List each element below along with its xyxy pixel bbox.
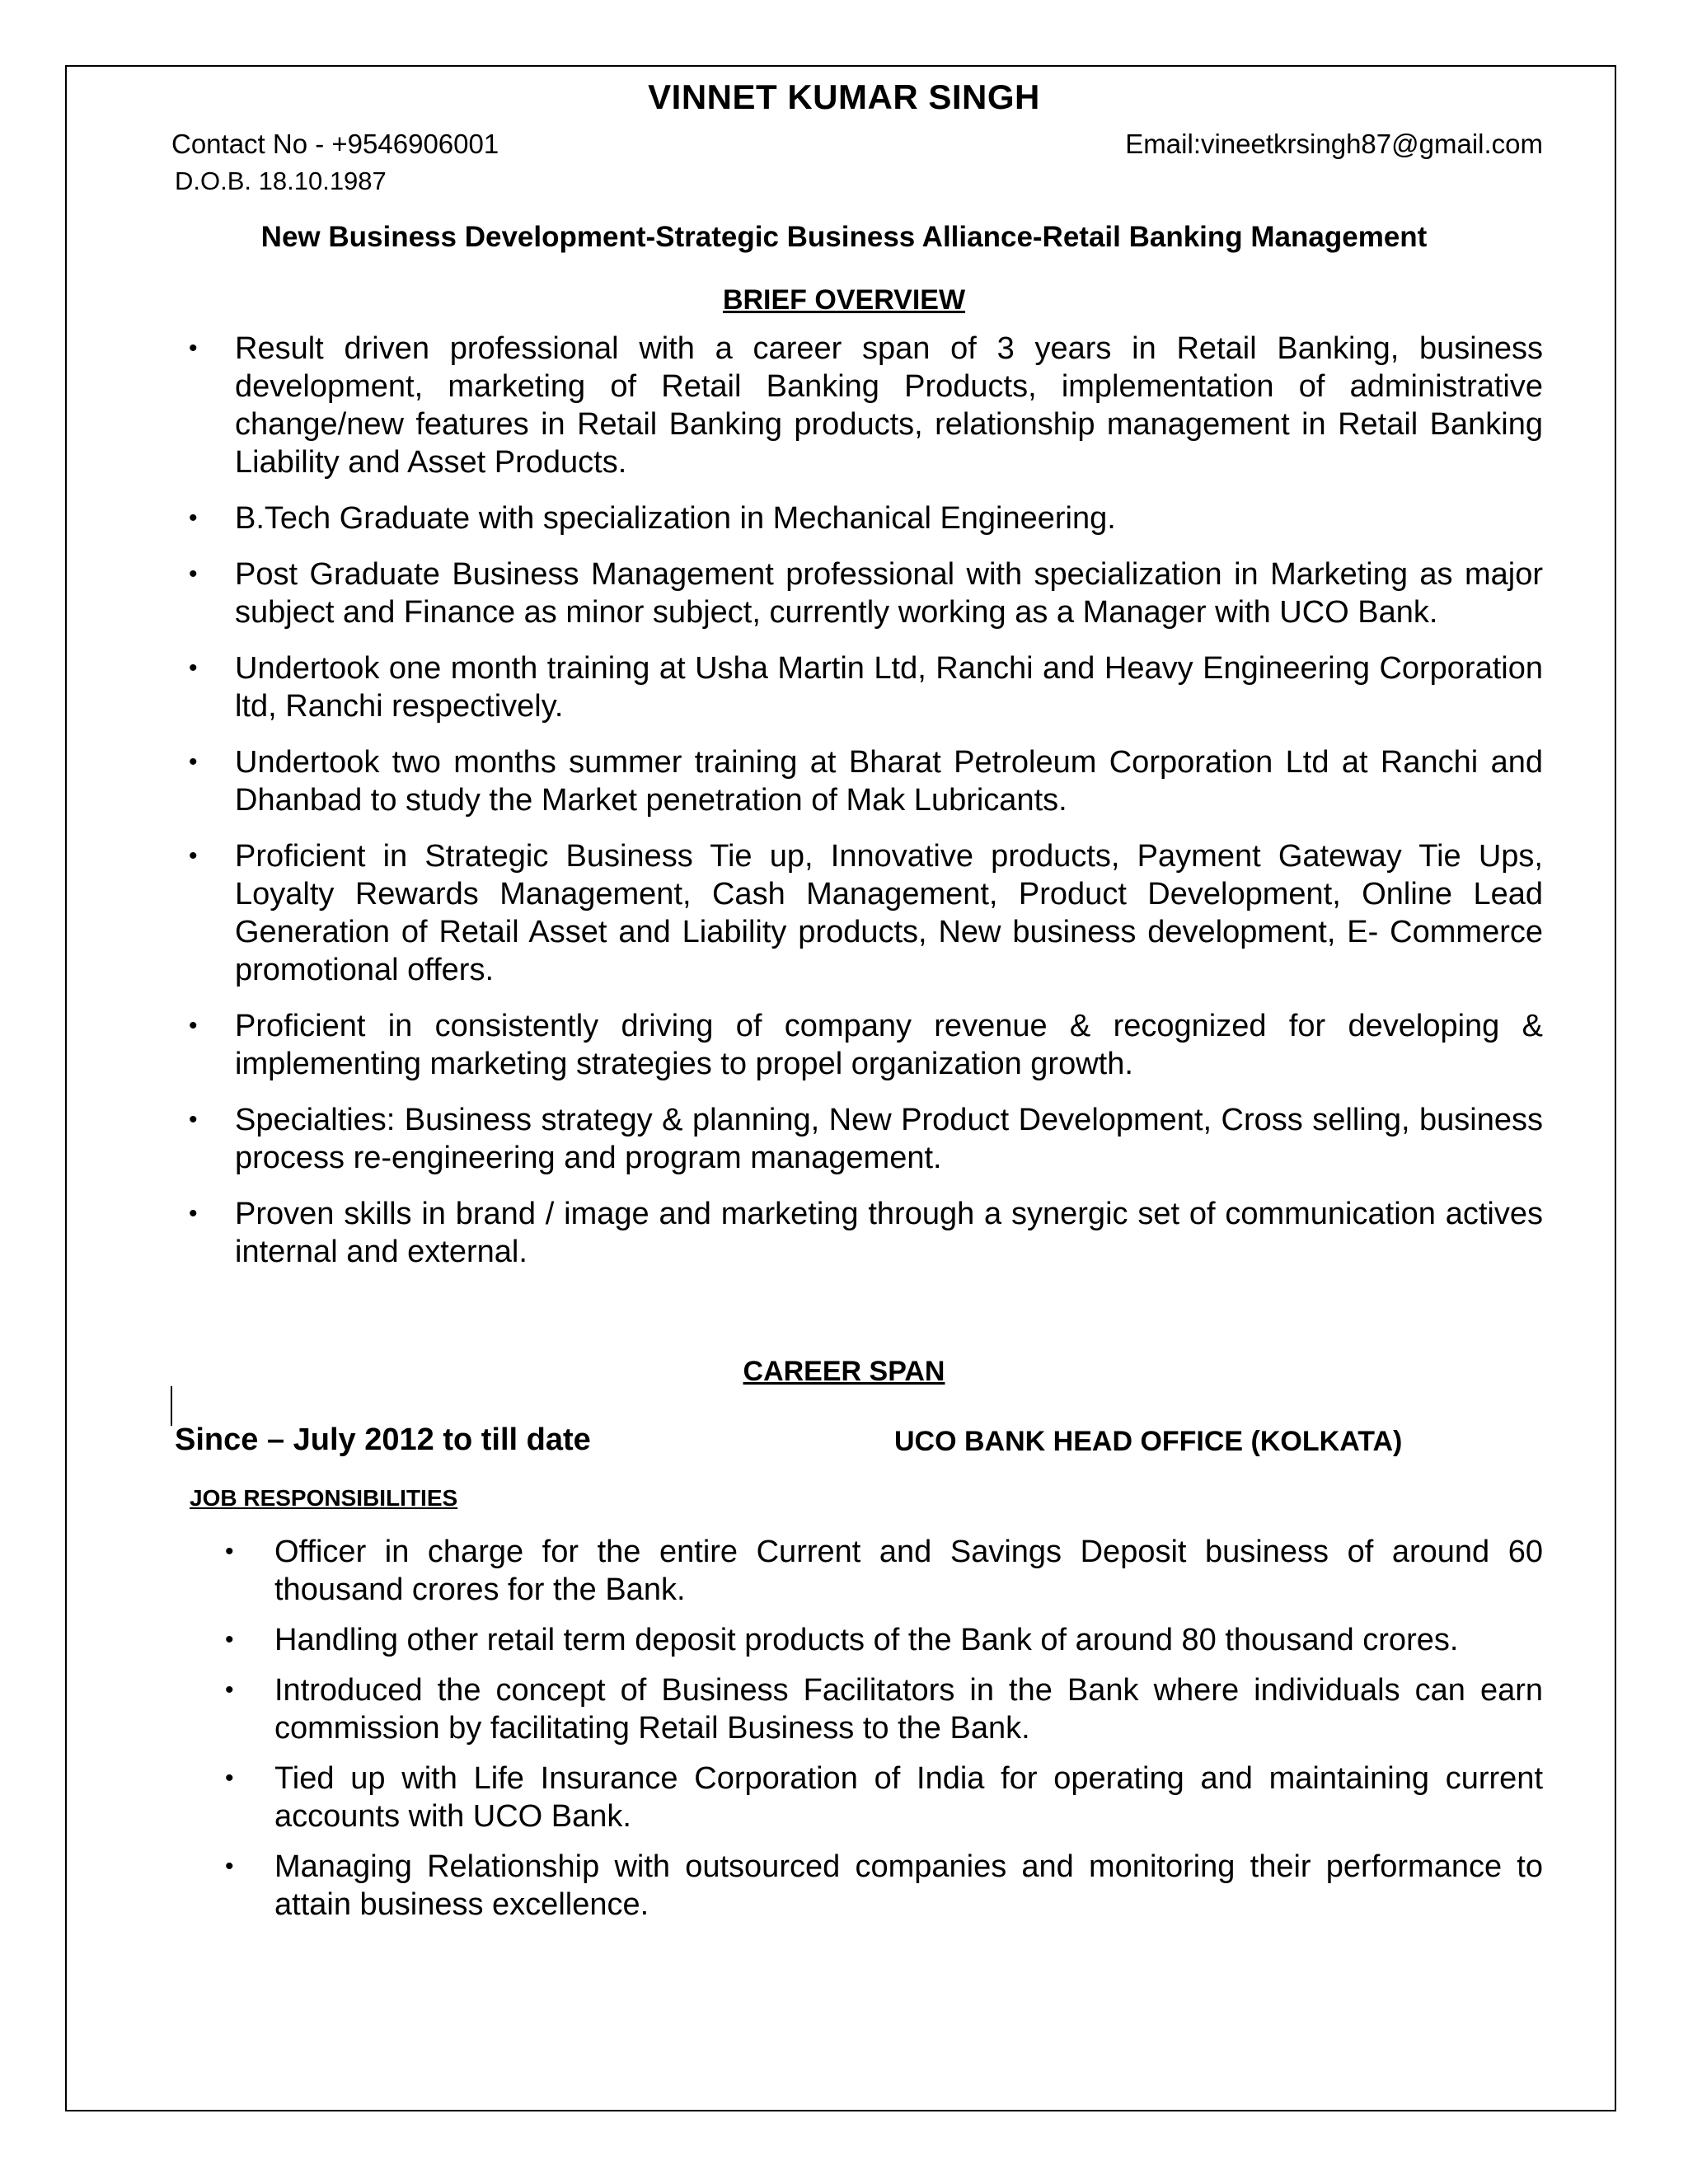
overview-item: • Result driven professional with a career span of 3 years in Retail Banking, business development, marketing of Retail Banking Products, implementation of administrative change/new features in Retail Banking products, relationship management in Retail Banking Liability and Asset Products. — [189, 331, 1543, 480]
responsibility-item: • Introduced the concept of Business Facilitators in the Bank where individuals can earn commission by facilitating Retail Business to the Bank. — [225, 1673, 1543, 1746]
bullet-icon: • — [225, 1853, 234, 1880]
overview-item: • Undertook one month training at Usha Martin Ltd, Ranchi and Heavy Engineering Corporation ltd, Ranchi respectively. — [189, 651, 1543, 724]
bullet-icon: • — [189, 1200, 198, 1227]
overview-item: • Undertook two months summer training at Bharat Petroleum Corporation Ltd at Ranchi and Dhanbad to study the Market penetration of Mak Lubricants. — [189, 745, 1543, 818]
bullet-icon: • — [225, 1538, 234, 1565]
overview-item: • Proficient in consistently driving of company revenue & recognized for developing & implementing marketing strategies to propel organization growth. — [189, 1009, 1543, 1081]
responsibility-item: • Managing Relationship with outsourced companies and monitoring their performance to attain business excellence. — [225, 1849, 1543, 1922]
bullet-icon: • — [189, 654, 198, 682]
bullet-icon: • — [189, 504, 198, 532]
contact-number: Contact No - +9546906001 — [171, 129, 499, 159]
overview-list — [189, 330, 1543, 1289]
bullet-icon: • — [189, 842, 198, 869]
overview-item: • Proven skills in brand / image and marketing through a synergic set of communication actives internal and external. — [189, 1197, 1543, 1269]
brief-overview-heading: BRIEF OVERVIEW — [722, 284, 966, 316]
responsibilities-list — [225, 1533, 1543, 1936]
professional-tagline: New Business Development-Strategic Business Alliance-Retail Banking Management — [260, 221, 1428, 253]
email-address: Email:vineetkrsingh87@gmail.com — [1125, 129, 1543, 159]
employer-name: UCO BANK HEAD OFFICE (KOLKATA) — [894, 1426, 1403, 1457]
overview-item: • Specialties: Business strategy & planning, New Product Development, Cross selling, business process re-engineering and program management. — [189, 1103, 1543, 1175]
candidate-name: VINNET KUMAR SINGH — [648, 77, 1040, 116]
bullet-icon: • — [189, 1106, 198, 1133]
contact-row — [171, 128, 1543, 161]
responsibility-item: • Tied up with Life Insurance Corporation of India for operating and maintaining current accounts with UCO Bank. — [225, 1761, 1543, 1834]
bullet-icon: • — [225, 1765, 234, 1792]
overview-item: • Post Graduate Business Management professional with specialization in Marketing as major subject and Finance as minor subject, currently working as a Manager with UCO Bank. — [189, 557, 1543, 630]
career-span-heading: CAREER SPAN — [743, 1356, 945, 1387]
bullet-icon: • — [225, 1676, 234, 1704]
date-of-birth: D.O.B. 18.10.1987 — [175, 166, 387, 195]
bullet-icon: • — [189, 335, 198, 362]
overview-item: • Proficient in Strategic Business Tie up, Innovative products, Payment Gateway Tie Ups, Loyalty Rewards Management, Cash Management, Product Development, Online Lead Generation of Retail Asset and Liability products, New business development, E- Commerce promotional offers. — [189, 839, 1543, 987]
employment-row — [175, 1421, 1576, 1460]
bullet-icon: • — [189, 1012, 198, 1039]
employment-period: Since – July 2012 to till date — [175, 1422, 591, 1457]
job-responsibilities-heading: JOB RESPONSIBILITIES — [190, 1485, 458, 1511]
bullet-icon: • — [189, 748, 198, 776]
responsibility-item: • Officer in charge for the entire Current and Savings Deposit business of around 60 thousand crores for the Bank. — [225, 1535, 1543, 1607]
bullet-icon: • — [225, 1626, 234, 1653]
overview-item: • B.Tech Graduate with specialization in Mechanical Engineering. — [189, 501, 1116, 536]
bullet-icon: • — [189, 560, 198, 588]
responsibility-item: • Handling other retail term deposit products of the Bank of around 80 thousand crores. — [225, 1623, 1459, 1657]
text-cursor — [171, 1386, 172, 1426]
